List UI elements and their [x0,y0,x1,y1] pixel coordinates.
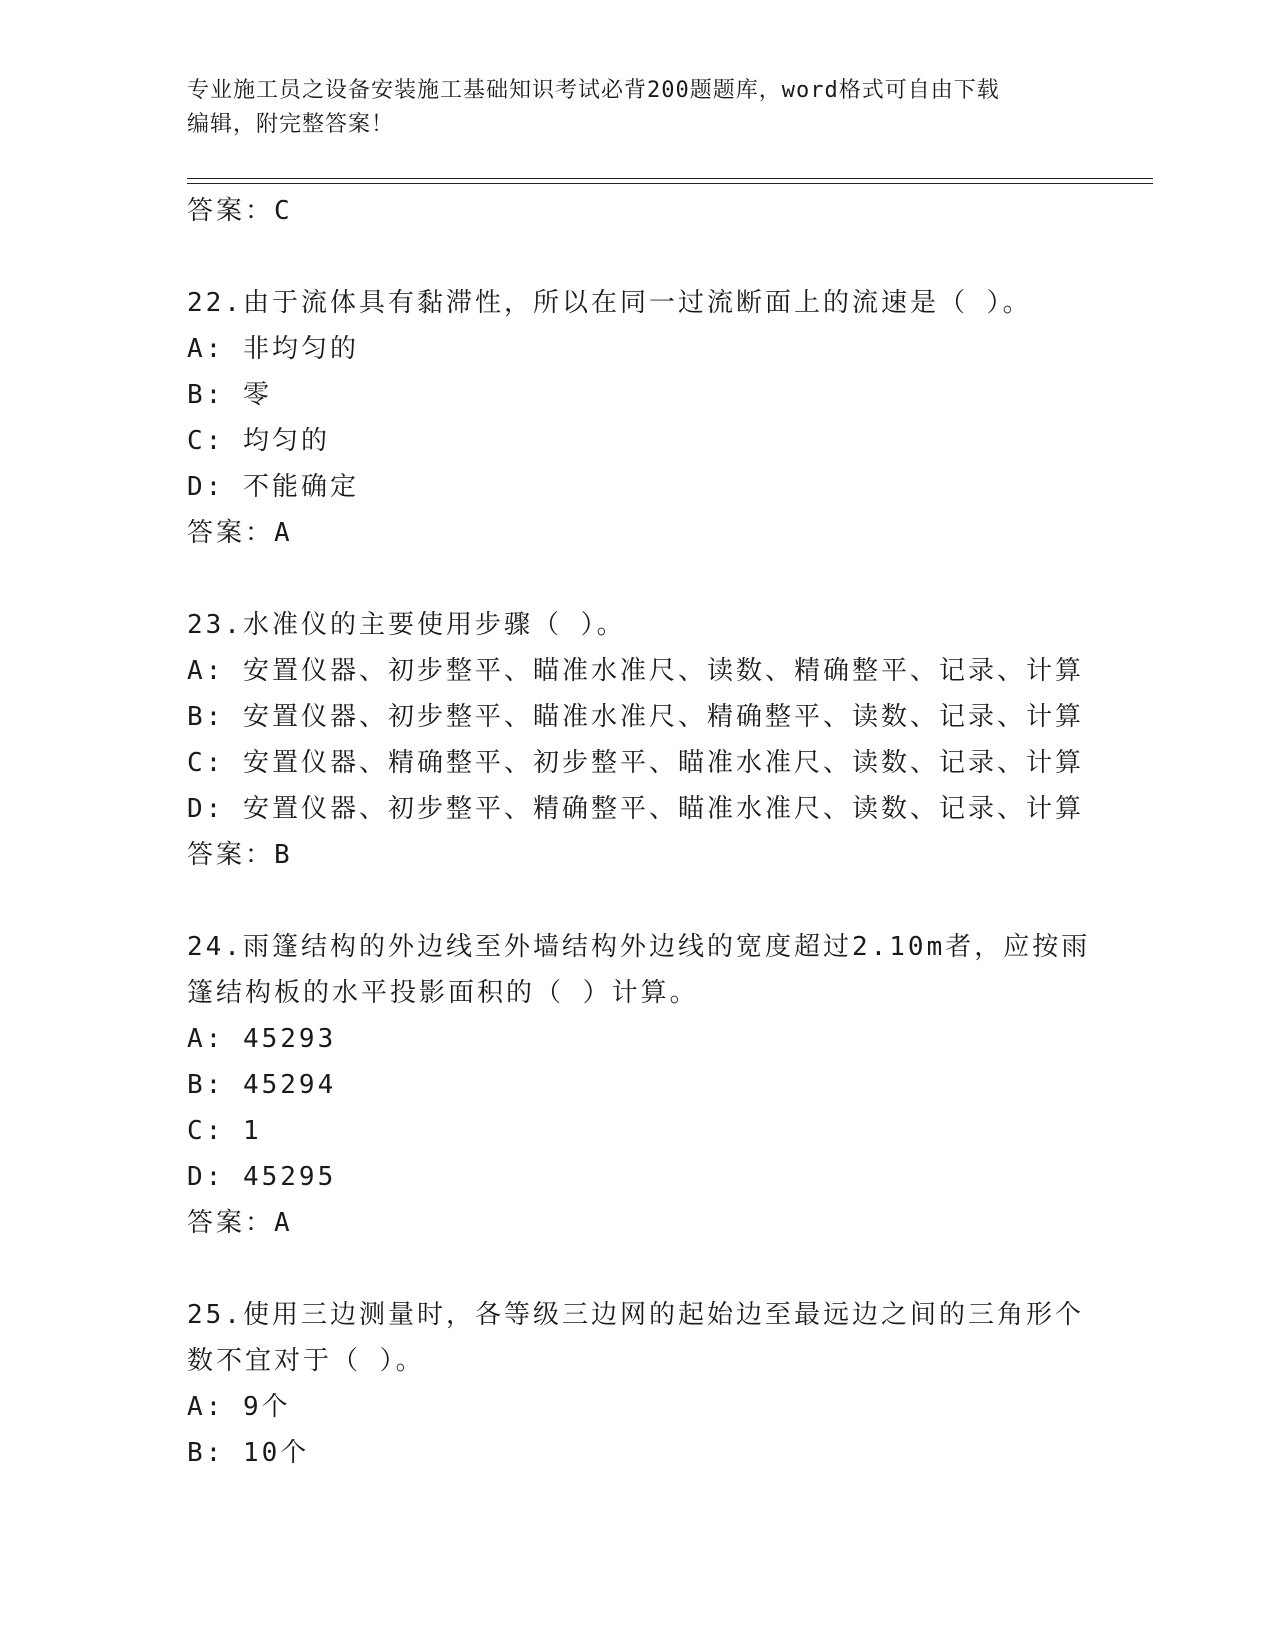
spacer [187,878,1087,924]
answer-line: 答案：B [187,840,293,870]
option-c: C: 安置仪器、精确整平、初步整平、瞄准水准尺、读数、记录、计算 [187,748,1084,778]
question-23 [187,602,1087,878]
option-c: C: 1 [187,1116,262,1146]
header-title-line-2: 编辑，附完整答案！ [187,112,395,137]
question-stem: 24.雨篷结构的外边线至外墙结构外边线的宽度超过2.10m者，应按雨 [187,932,1091,962]
question-24 [187,924,1091,1246]
question-stem-continued: 篷结构板的水平投影面积的（ ）计算。 [187,978,699,1008]
option-a: A: 9个 [187,1392,291,1422]
option-a: A: 安置仪器、初步整平、瞄准水准尺、读数、精确整平、记录、计算 [187,656,1084,686]
question-22 [187,280,1087,556]
option-d: D: 45295 [187,1162,337,1192]
option-b: B: 10个 [187,1438,310,1468]
spacer [187,1246,1087,1292]
spacer [187,234,1087,280]
option-b: B: 45294 [187,1070,337,1100]
option-a: A: 非均匀的 [187,334,359,364]
question-stem: 25.使用三边测量时，各等级三边网的起始边至最远边之间的三角形个 [187,1300,1084,1330]
header-divider-bottom [187,183,1153,184]
option-b: B: 安置仪器、初步整平、瞄准水准尺、精确整平、读数、记录、计算 [187,702,1084,732]
answer-line: 答案：A [187,518,293,548]
question-stem: 22.由于流体具有黏滞性，所以在同一过流断面上的流速是（ ）。 [187,288,1032,318]
question-list [187,188,1091,1476]
spacer [187,556,1087,602]
option-a: A: 45293 [187,1024,337,1054]
header-title-line-1: 专业施工员之设备安装施工基础知识考试必背200题题库，word格式可自由下载 [187,78,1000,103]
question-stem-continued: 数不宜对于（ ）。 [187,1346,425,1376]
question-25 [187,1292,1087,1476]
previous-answer: 答案：C [187,196,293,226]
question-stem: 23.水准仪的主要使用步骤（ ）。 [187,610,626,640]
header-divider-top [187,178,1153,179]
document-header [187,74,1067,142]
option-c: C: 均匀的 [187,426,330,456]
option-d: D: 不能确定 [187,472,359,502]
option-d: D: 安置仪器、初步整平、精确整平、瞄准水准尺、读数、记录、计算 [187,794,1084,824]
answer-line: 答案：A [187,1208,293,1238]
option-b: B: 零 [187,380,272,410]
